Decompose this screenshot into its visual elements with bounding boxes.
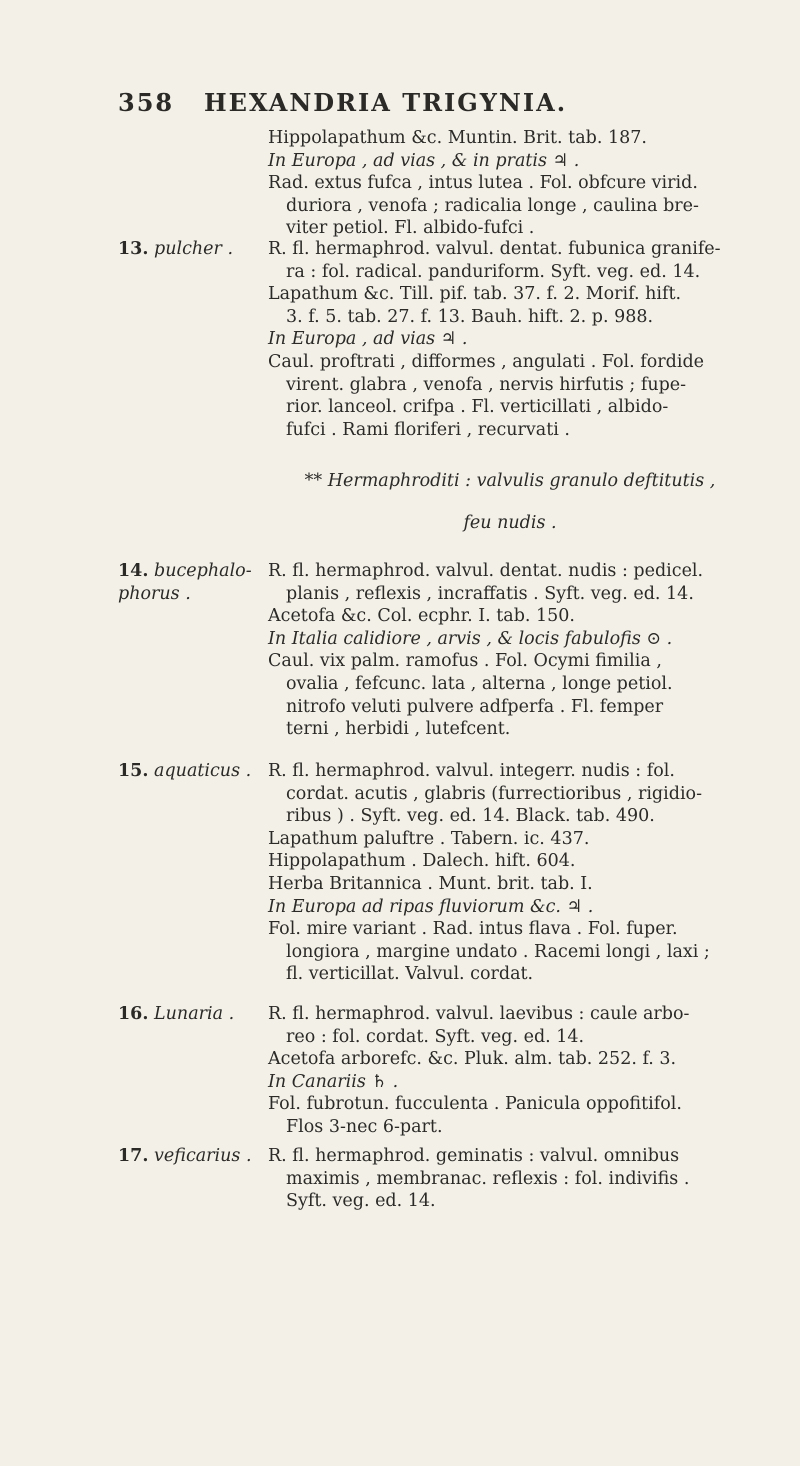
entry-line: In Canariis ♄ . bbox=[268, 1071, 399, 1092]
species-name: Lunaria . bbox=[154, 1004, 235, 1024]
species-name: veficarius . bbox=[154, 1146, 252, 1166]
species-label bbox=[118, 238, 268, 261]
entry-line: R. fl. hermaphrod. geminatis : valvul. omnibus bbox=[268, 1146, 680, 1166]
entry-line: reo : fol. cordat. Syft. veg. ed. 14. bbox=[286, 1026, 585, 1047]
entry-line: Flos 3-nec 6-part. bbox=[286, 1116, 443, 1137]
entry-line: Syft. veg. ed. 14. bbox=[286, 1191, 436, 1212]
entry-line: In Europa , ad vias ♃ . bbox=[268, 329, 468, 350]
entry-line: Acetofa &c. Col. ecphr. I. tab. 150. bbox=[268, 606, 575, 627]
entry-line: fufci . Rami floriferi , recurvati . bbox=[286, 419, 570, 440]
entry-line: In Italia calidiore , arvis , & locis fabulofis ⊙ . bbox=[268, 628, 673, 649]
entry-line: Fol. fubrotun. fucculenta . Panicula oppofitifol. bbox=[268, 1094, 682, 1115]
entry-line: rior. lanceol. crifpa . Fl. verticillati , albido- bbox=[286, 397, 669, 418]
entry-line: R. fl. hermaphrod. valvul. dentat. fubunica granife- bbox=[268, 239, 721, 259]
entry-line: ra : fol. radical. panduriform. Syft. veg. ed. 14. bbox=[286, 261, 701, 282]
entry-lunaria bbox=[118, 1003, 778, 1139]
species-number: 14. bbox=[118, 561, 149, 581]
entry-continuation bbox=[118, 127, 778, 240]
entry-line: ovalia , fefcunc. lata , alterna , longe petiol. bbox=[286, 673, 673, 694]
running-head: HEXANDRIA TRIGYNIA. bbox=[204, 88, 568, 117]
entry-line: planis , reflexis , incraffatis . Syft. veg. ed. 14. bbox=[286, 583, 694, 604]
entry-line: longiora , margine undato . Racemi longi , laxi ; bbox=[286, 941, 710, 962]
entry-line: virent. glabra , venofa , nervis hirfutis ; fupe- bbox=[286, 374, 687, 395]
section-heading-line: ** Hermaphroditi : valvulis granulo deftitutis , bbox=[304, 471, 716, 491]
entry-line: nitrofo veluti pulvere adfperfa . Fl. femper bbox=[286, 696, 664, 717]
species-label bbox=[118, 1003, 268, 1026]
entry-line: viter petiol. Fl. albido-fufci . bbox=[286, 218, 535, 239]
species-label bbox=[118, 1145, 268, 1168]
entry-line: fl. verticillat. Valvul. cordat. bbox=[286, 964, 534, 985]
entry-line: Fol. mire variant . Rad. intus flava . Fol. fuper. bbox=[268, 919, 678, 940]
entry-line: Lapathum &c. Till. pif. tab. 37. f. 2. Morif. hift. bbox=[268, 284, 682, 305]
entry-line: Herba Britannica . Munt. brit. tab. I. bbox=[268, 873, 593, 894]
section-heading bbox=[270, 460, 750, 544]
page-number: 358 bbox=[118, 88, 175, 117]
entry-aquaticus bbox=[118, 760, 778, 986]
entry-line: Hippolapathum . Dalech. hift. 604. bbox=[268, 851, 576, 872]
entry-line: terni , herbidi , lutefcent. bbox=[286, 719, 511, 740]
entry-bucephalophorus bbox=[118, 560, 778, 741]
entry-line: In Europa ad ripas fluviorum &c. ♃ . bbox=[268, 896, 594, 917]
species-name: bucephalo-phorus . bbox=[118, 561, 252, 604]
entry-line: ribus ) . Syft. veg. ed. 14. Black. tab. 490. bbox=[286, 806, 655, 827]
species-number: 16. bbox=[118, 1004, 149, 1024]
entry-line: R. fl. hermaphrod. valvul. dentat. nudis : pedicel. bbox=[268, 561, 704, 581]
species-name: pulcher . bbox=[154, 239, 234, 259]
entry-line: maximis , membranac. reflexis : fol. indivifis . bbox=[286, 1168, 690, 1189]
entry-line: Hippolapathum &c. Muntin. Brit. tab. 187. bbox=[268, 128, 647, 148]
entry-line: Lapathum paluftre . Tabern. ic. 437. bbox=[268, 828, 590, 849]
section-heading-line: feu nudis . bbox=[463, 513, 557, 533]
entry-line: cordat. acutis , glabris (furrectioribus , rigidio- bbox=[286, 783, 702, 804]
entry-line: Acetofa arborefc. &c. Pluk. alm. tab. 252. f. 3. bbox=[268, 1049, 677, 1070]
species-name: aquaticus . bbox=[154, 761, 252, 781]
species-number: 17. bbox=[118, 1146, 149, 1166]
entry-line: In Europa , ad vias , & in pratis ♃ . bbox=[268, 150, 580, 171]
entry-line: Rad. extus fufca , intus lutea . Fol. obfcure virid. bbox=[268, 173, 698, 194]
species-number: 15. bbox=[118, 761, 149, 781]
entry-veficarius bbox=[118, 1145, 778, 1213]
entry-line: 3. f. 5. tab. 27. f. 13. Bauh. hift. 2. p. 988. bbox=[286, 306, 654, 327]
entry-line: R. fl. hermaphrod. valvul. laevibus : caule arbo- bbox=[268, 1004, 690, 1024]
entry-line: Caul. vix palm. ramofus . Fol. Ocymi fimilia , bbox=[268, 651, 662, 672]
entry-line: duriora , venofa ; radicalia longe , caulina bre- bbox=[286, 195, 699, 216]
entry-pulcher bbox=[118, 238, 778, 441]
entry-line: R. fl. hermaphrod. valvul. integerr. nudis : fol. bbox=[268, 761, 675, 781]
species-number: 13. bbox=[118, 239, 149, 259]
species-label bbox=[118, 760, 268, 783]
entry-line: Caul. proftrati , difformes , angulati . Fol. fordide bbox=[268, 351, 705, 372]
species-label bbox=[118, 560, 268, 605]
